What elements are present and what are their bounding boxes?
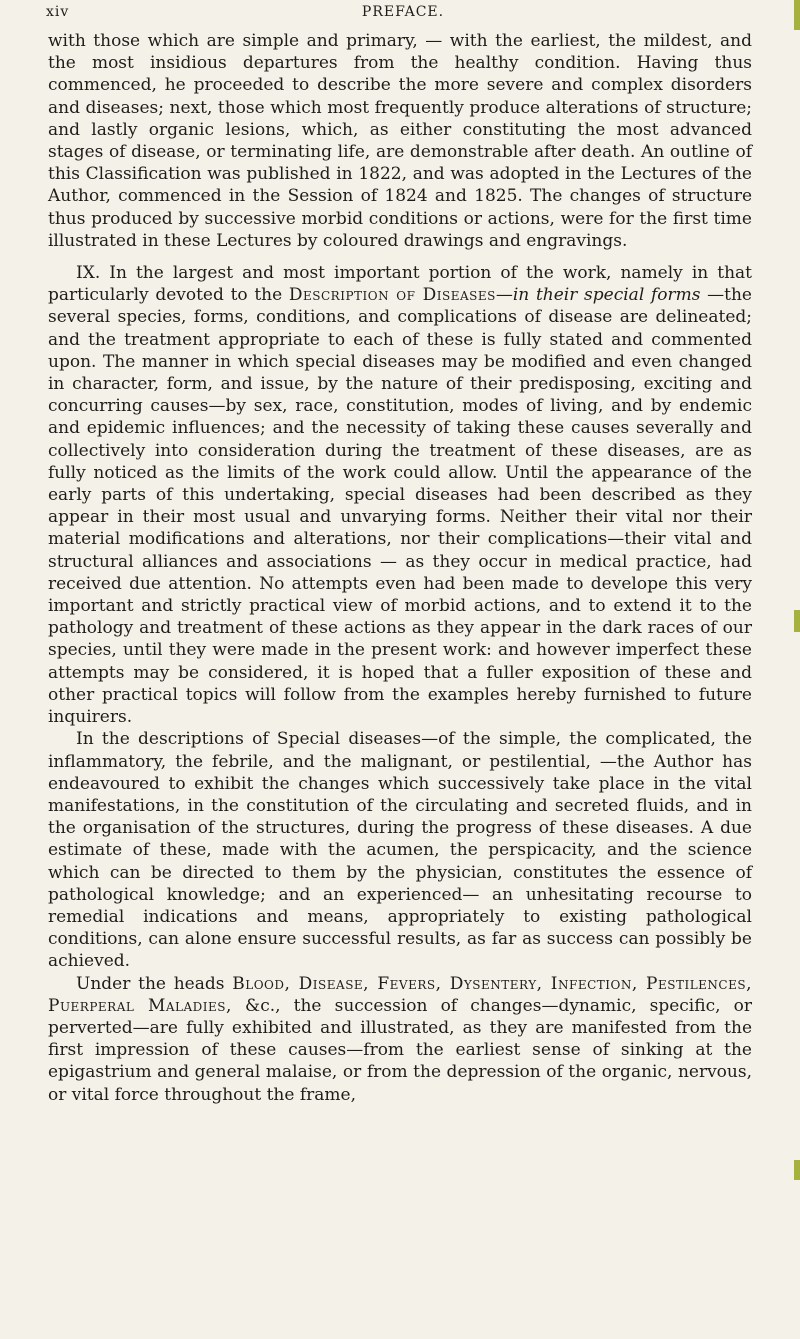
- page-edge-mark: [794, 1160, 800, 1180]
- running-head: PREFACE.: [361, 4, 445, 20]
- italic-phrase: —in their special forms: [495, 285, 701, 306]
- text-run: IX. In the largest and most important portion of the work, namely in that particularly devoted to the: [48, 263, 752, 306]
- page-edge-mark: [794, 610, 800, 632]
- paragraph-section-ix: [48, 262, 752, 728]
- paragraph-under-the-heads: [48, 973, 752, 1106]
- text-run: &c., the succession of changes—dynamic, specific, or perverted—are fully exhibited and illustrated, as they are manifested from the first impression of these causes—from the earliest sense of sinking at the epigastrium and general malaise, or from the depression of the organic, nervous, or vital force throughout the frame,: [48, 995, 752, 1105]
- paragraph-continuation: with those which are simple and primary, — with the earliest, the mildest, and the most insidious departures from the healthy condition. Having thus commenced, he proceeded to describe the more severe and complex disorders and diseases; next, those which most frequently produce alterations of structure; and lastly organic lesions, which, as either constituting the most advanced stages of disease, or terminating life, are demonstrable after death. An outline of this Classification was published in 1822, and was adopted in the Lectures of the Author, commenced in the Session of 1824 and 1825. The changes of structure thus produced by successive morbid conditions or actions, were for the first time illustrated in these Lectures by coloured drawings and engravings.: [48, 31, 752, 251]
- small-caps-heads: Blood, Disease, Fevers, Dysentery, Infection, Pestilences, Puerperal Maladies,: [48, 973, 753, 1016]
- page-number: xiv: [46, 4, 70, 20]
- small-caps-term: Description of Diseases: [288, 285, 496, 306]
- body-text: [48, 30, 752, 1106]
- page-header: [46, 4, 760, 26]
- page-edge-mark: [794, 0, 800, 30]
- text-run: Under the heads: [76, 973, 233, 994]
- paragraph-special-diseases: In the descriptions of Special diseases—of the simple, the complicated, the inflammatory, the febrile, and the malignant, or pestilential, —the Author has endeavoured to exhibit the changes which successively take place in the vital manifestations, in the constitution of the circulating and secreted fluids, and in the organisation of the structures, during the progress of these diseases. A due estimate of these, made with the acumen, the perspicacity, and the science which can be directed to them by the physician, constitutes the essence of pathological knowledge; and an experienced— an unhesitating recourse to remedial indications and means, appropriately to existing pathological conditions, can alone ensure successful results, as far as success can possibly be achieved.: [48, 729, 752, 972]
- text-run: —the several species, forms, conditions, and complications of disease are delineated; and the treatment appropriate to each of these is fully stated and commented upon. The manner in which special diseases may be modified and even changed in character, form, and issue, by the nature of their predisposing, exciting and concurring causes—by sex, race, constitution, modes of living, and by endemic and epidemic influences; and the necessity of taking these causes severally and collectively into consideration during the treatment of these diseases, are as fully noticed as the limits of the work could allow. Until the appearance of the early parts of this undertaking, special diseases had been described as they appear in their most usual and unvarying forms. Neither their vital nor their material modifications and alterations, nor their complications—their vital and structural alliances and associations — as they occur in medical practice, had received due attention. No attempts even had been made to develope this very important and strictly practical view of morbid actions, and to extend it to the pathology and treatment of these actions as they appear in the dark races of our species, until they were made in the present work: and however imperfect these attempts may be considered, it is hoped that a fuller exposition of these and other practical topics will follow from the examples hereby furnished to future inquirers.: [48, 285, 752, 728]
